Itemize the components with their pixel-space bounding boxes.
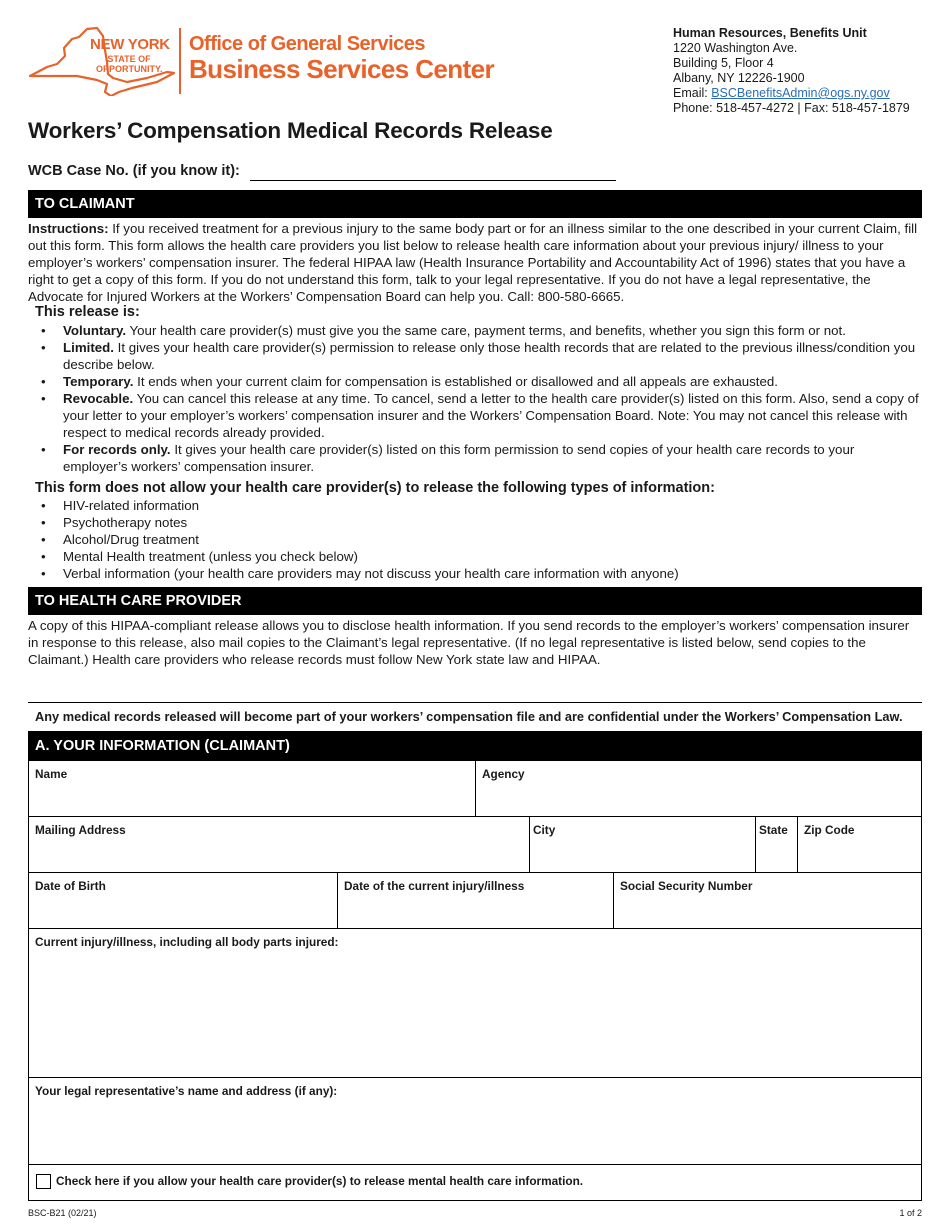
release-term: Limited.: [63, 340, 114, 355]
list-item: [28, 322, 922, 339]
to-claimant-heading: TO CLAIMANT: [28, 190, 922, 218]
not-allowed-heading: This form does not allow your health care provider(s) to release the following types of information:: [35, 480, 715, 496]
release-term: For records only.: [63, 442, 171, 457]
zip-label: Zip Code: [804, 823, 855, 837]
mailing-address-field[interactable]: [29, 816, 529, 872]
contact-email-label: Email:: [673, 86, 712, 100]
wcb-case-input[interactable]: [250, 180, 616, 181]
ssn-field[interactable]: [613, 872, 921, 928]
release-term: Temporary.: [63, 374, 134, 389]
to-provider-heading: TO HEALTH CARE PROVIDER: [28, 587, 922, 615]
contact-email-row: [673, 86, 910, 101]
release-list: [28, 322, 922, 475]
ssn-label: Social Security Number: [620, 879, 753, 893]
instructions-paragraph: [28, 220, 922, 305]
dob-label: Date of Birth: [35, 879, 106, 893]
logo-divider: [179, 28, 181, 94]
instructions-label: Instructions:: [28, 221, 109, 236]
wcb-case-label: WCB Case No. (if you know it):: [28, 163, 240, 179]
list-item: [28, 339, 922, 373]
form-id: BSC-B21 (02/21): [28, 1208, 97, 1218]
release-term: Voluntary.: [63, 323, 127, 338]
release-text: It gives your health care provider(s) listed on this form permission to send copies of your health care records to your employer’s workers’ compensation insurer.: [63, 442, 855, 474]
provider-paragraph: A copy of this HIPAA-compliant release allows you to disclose health information. If you send records to the employer’s workers’ compensation insurer in response to this release, also mail copies to the Claimant’s legal representative. (If no legal representative is listed below, send copies to the Claimant.) Health care providers who release records must follow New York state law and HIPAA.: [28, 618, 910, 667]
injury-date-label: Date of the current injury/illness: [344, 879, 525, 893]
logo-state-name: NEW YORK: [90, 36, 170, 53]
contact-block: [673, 26, 910, 116]
contact-city: Albany, NY 12226-1900: [673, 71, 805, 85]
list-item: • Verbal information (your health care providers may not discuss your health care information with anyone): [28, 565, 922, 582]
state-field[interactable]: [755, 816, 797, 872]
release-text: Your health care provider(s) must give you the same care, payment terms, and benefits, whether you sign this form or not.: [126, 323, 846, 338]
contact-address2: Building 5, Floor 4: [673, 56, 774, 70]
name-label: Name: [35, 767, 68, 781]
release-text: It gives your health care provider(s) permission to release only those health records that are related to the previous illness/condition you describe below.: [63, 340, 916, 372]
logo-tagline-2: OPPORTUNITY.: [96, 64, 163, 74]
divider: [28, 702, 922, 703]
mental-health-check-row: [29, 1164, 921, 1200]
contact-address1: 1220 Washington Ave.: [673, 41, 798, 55]
injury-description-label: Current injury/illness, including all body parts injured:: [35, 935, 339, 949]
injury-date-field[interactable]: [337, 872, 613, 928]
injury-description-field[interactable]: [29, 928, 921, 1077]
list-item: [28, 441, 922, 475]
release-text: You can cancel this release at any time. To cancel, send a letter to the health care provider(s) listed on this form. Also, send a copy of your letter to your employer’s workers’ compensation insurer and the Workers’ Compensation Board. Note: You may not cancel this release with respect to medical records already provided.: [63, 391, 919, 440]
city-label: City: [533, 823, 556, 837]
contact-email-link[interactable]: BSCBenefitsAdmin@ogs.ny.gov: [711, 86, 890, 100]
release-heading: This release is:: [35, 304, 140, 320]
state-label: State: [759, 823, 788, 837]
release-term: Revocable.: [63, 391, 134, 406]
logo-tagline: [96, 54, 162, 74]
list-item: [28, 373, 922, 390]
contact-unit: Human Resources, Benefits Unit: [673, 26, 867, 40]
name-field[interactable]: [29, 760, 475, 816]
logo-tagline-1: STATE OF: [107, 54, 151, 64]
page-title: Workers’ Compensation Medical Records Release: [28, 118, 553, 143]
dob-field[interactable]: [29, 872, 337, 928]
page-number: 1 of 2: [899, 1208, 922, 1218]
list-item: • Mental Health treatment (unless you check below): [28, 548, 922, 565]
org-subname: Business Services Center: [189, 54, 494, 84]
list-item: • HIV-related information: [28, 497, 922, 514]
zip-field[interactable]: [797, 816, 921, 872]
legal-rep-label: Your legal representative’s name and address (if any):: [35, 1084, 338, 1098]
claimant-info-form: [28, 731, 922, 1201]
confidential-notice: Any medical records released will become part of your workers’ compensation file and are confidential under the Workers’ Compensation Law.: [35, 709, 903, 724]
contact-phone-fax: Phone: 518-457-4272 | Fax: 518-457-1879: [673, 101, 910, 115]
form-a-heading: A. YOUR INFORMATION (CLAIMANT): [29, 732, 921, 760]
mailing-address-label: Mailing Address: [35, 823, 126, 837]
release-text: It ends when your current claim for compensation is established or disallowed and all appeals are exhausted.: [133, 374, 778, 389]
not-allowed-list: [28, 497, 922, 582]
list-item: • Alcohol/Drug treatment: [28, 531, 922, 548]
mental-health-check-label: Check here if you allow your health care provider(s) to release mental health care information.: [56, 1174, 584, 1188]
mental-health-checkbox[interactable]: [36, 1174, 51, 1189]
instructions-text: If you received treatment for a previous injury to the same body part or for an illness similar to the one described in your current Claim, fill out this form. This form allows the health care providers you list below to release health care information about your previous injury/ illness to your employer’s workers’ compensation insurer. The federal HIPAA law (Health Insurance Portability and Accountability Act of 1996) states that you have a right to get a copy of this form. If you do not understand this form, talk to your legal representative. If you do not have a legal representative, the Advocate for Injured Workers at the Workers’ Compensation Board can help you. Call: 800-580-6665.: [28, 221, 918, 304]
legal-rep-field[interactable]: [29, 1077, 921, 1164]
list-item: • Psychotherapy notes: [28, 514, 922, 531]
agency-label: Agency: [482, 767, 525, 781]
list-item: [28, 390, 922, 441]
org-name: Office of General Services: [189, 33, 426, 55]
agency-field[interactable]: [475, 760, 921, 816]
city-field[interactable]: [529, 816, 755, 872]
